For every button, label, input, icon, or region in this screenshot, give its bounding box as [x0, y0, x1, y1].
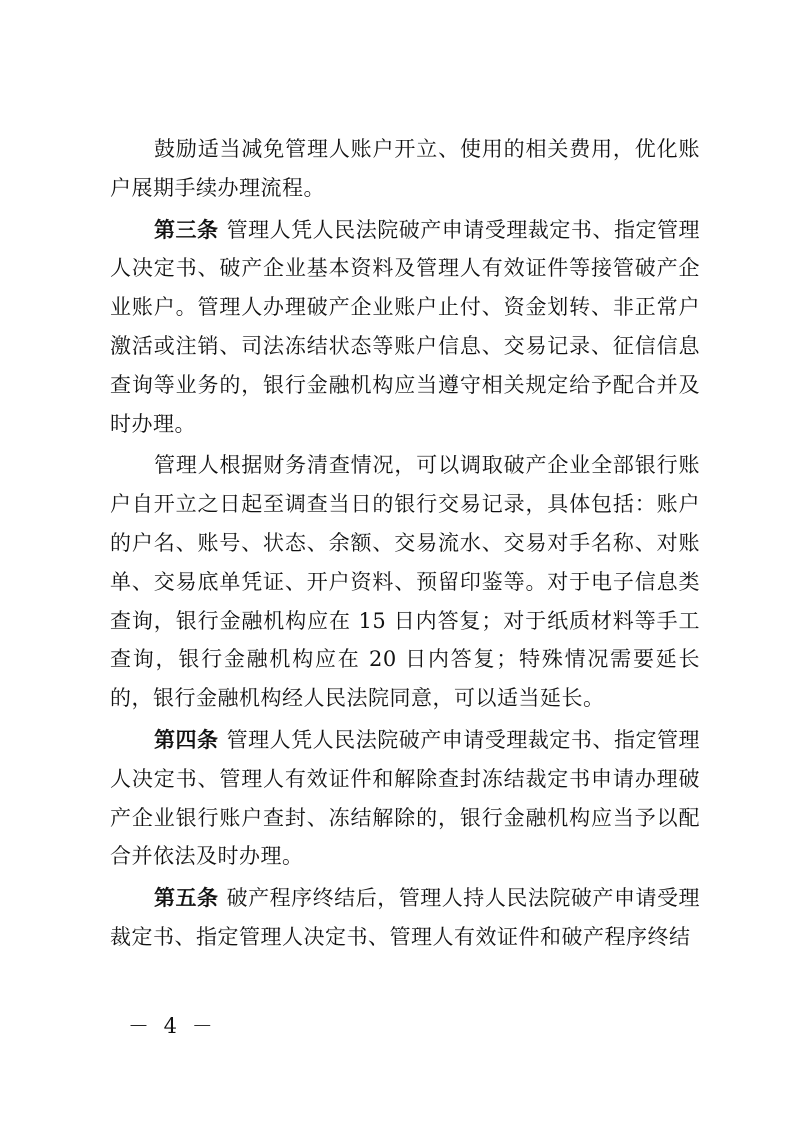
paragraph-fee-reduction	[110, 130, 700, 208]
body-text	[110, 130, 700, 960]
paragraph-text: 管理人凭人民法院破产申请受理裁定书、指定管理人决定书、破产企业基本资料及管理人有效证件等接管破产企业账户。管理人办理破产企业账户止付、资金划转、非正常户激活或注销、司法冻结状态等账户信息、交易记录、征信信息查询等业务的，银行金融机构应当遵守相关规定给予配合并及时办理。	[110, 217, 701, 436]
paragraph-text: 鼓励适当减免管理人账户开立、使用的相关费用，优化账户展期手续办理流程。	[110, 137, 700, 200]
paragraph-text: 管理人凭人民法院破产申请受理裁定书、指定管理人决定书、管理人有效证件和解除查封冻结裁定书申请办理破产企业银行账户查封、冻结解除的，银行金融机构应当予以配合并依法及时办理。	[110, 727, 701, 869]
paragraph-text: 破产程序终结后，管理人持人民法院破产申请受理裁定书、指定管理人决定书、管理人有效证件和破产程序终结	[110, 886, 701, 949]
paragraph-transaction-records	[110, 446, 700, 718]
page-number: － 4 －	[128, 1014, 217, 1038]
article-heading: 第四条	[154, 726, 219, 752]
article-heading: 第五条	[154, 885, 219, 911]
article-heading: 第三条	[154, 216, 219, 242]
paragraph-article-4	[110, 721, 700, 876]
paragraph-text: 管理人根据财务清查情况，可以调取破产企业全部银行账户自开立之日起至调查当日的银行交易记录，具体包括：账户的户名、账号、状态、余额、交易流水、交易对手名称、对账单、交易底单凭证、开户资料、预留印鉴等。对于电子信息类查询，银行金融机构应在 15 日内答复；对于纸质材料等手工查询，银行金融机构应在 20 日内答复；特殊情况需要延长的，银行金融机构经人民法院同意，可以适当延长。	[110, 453, 700, 711]
paragraph-article-3	[110, 211, 700, 444]
paragraph-article-5	[110, 879, 700, 957]
